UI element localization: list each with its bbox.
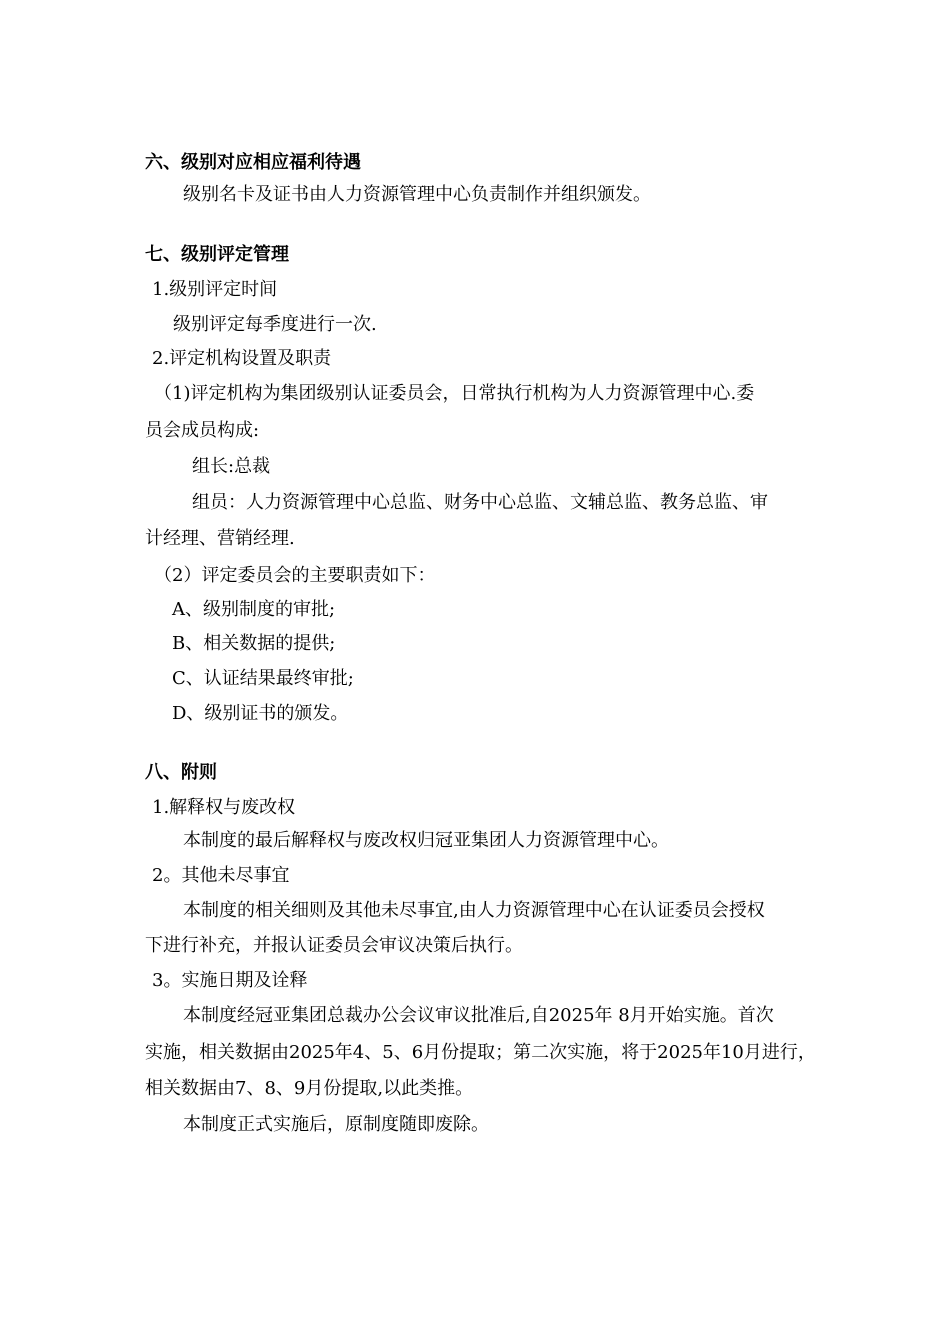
section-6-heading: 六、级别对应相应福利待遇 [145, 152, 361, 173]
committee-leader: 组长:总裁 [192, 456, 271, 477]
section-8-item-3-line-1: 本制度经冠亚集团总裁办公会议审议批准后,自2025年 8月开始实施。首次 [183, 1005, 774, 1026]
section-7-item-2-para-2: （2）评定委员会的主要职责如下： [154, 565, 436, 586]
section-8-item-1-title: 1.解释权与废改权 [152, 797, 296, 818]
committee-members-line-2: 计经理、营销经理. [145, 528, 295, 549]
section-8-item-3-line-4: 本制度正式实施后，原制度随即废除。 [183, 1114, 489, 1135]
section-8-item-1-text: 本制度的最后解释权与废改权归冠亚集团人力资源管理中心。 [183, 830, 669, 851]
section-8-item-3-title: 3。实施日期及诠释 [152, 970, 308, 991]
section-7-item-1-text: 级别评定每季度进行一次. [173, 314, 377, 335]
section-7-item-1-title: 1.级别评定时间 [152, 279, 278, 300]
section-7-heading: 七、级别评定管理 [145, 244, 289, 265]
section-7-item-2-para-1-line-2: 员会成员构成: [145, 420, 260, 441]
duty-d: D、级别证书的颁发。 [172, 703, 349, 724]
section-8-heading: 八、附则 [145, 762, 217, 783]
section-8-item-2-line-2: 下进行补充，并报认证委员会审议决策后执行。 [145, 935, 523, 956]
section-8-item-3-line-3: 相关数据由7、8、9月份提取,以此类推。 [145, 1078, 474, 1099]
section-6-paragraph: 级别名卡及证书由人力资源管理中心负责制作并组织颁发。 [183, 184, 651, 205]
section-8-item-2-title: 2。其他未尽事宜 [152, 865, 290, 886]
section-8-item-3-line-2: 实施，相关数据由2025年4、5、6月份提取；第二次实施，将于2025年10月进行， [145, 1042, 816, 1063]
section-7-item-2-para-1-line-1: （1)评定机构为集团级别认证委员会，日常执行机构为人力资源管理中心.委 [154, 383, 755, 404]
duty-c: C、认证结果最终审批; [172, 668, 354, 689]
duty-b: B、相关数据的提供; [172, 633, 336, 654]
section-7-item-2-title: 2.评定机构设置及职责 [152, 348, 332, 369]
section-8-item-2-line-1: 本制度的相关细则及其他未尽事宜,由人力资源管理中心在认证委员会授权 [183, 900, 765, 921]
duty-a: A、级别制度的审批; [172, 599, 336, 620]
committee-members-line-1: 组员：人力资源管理中心总监、财务中心总监、文辅总监、教务总监、审 [192, 492, 768, 513]
